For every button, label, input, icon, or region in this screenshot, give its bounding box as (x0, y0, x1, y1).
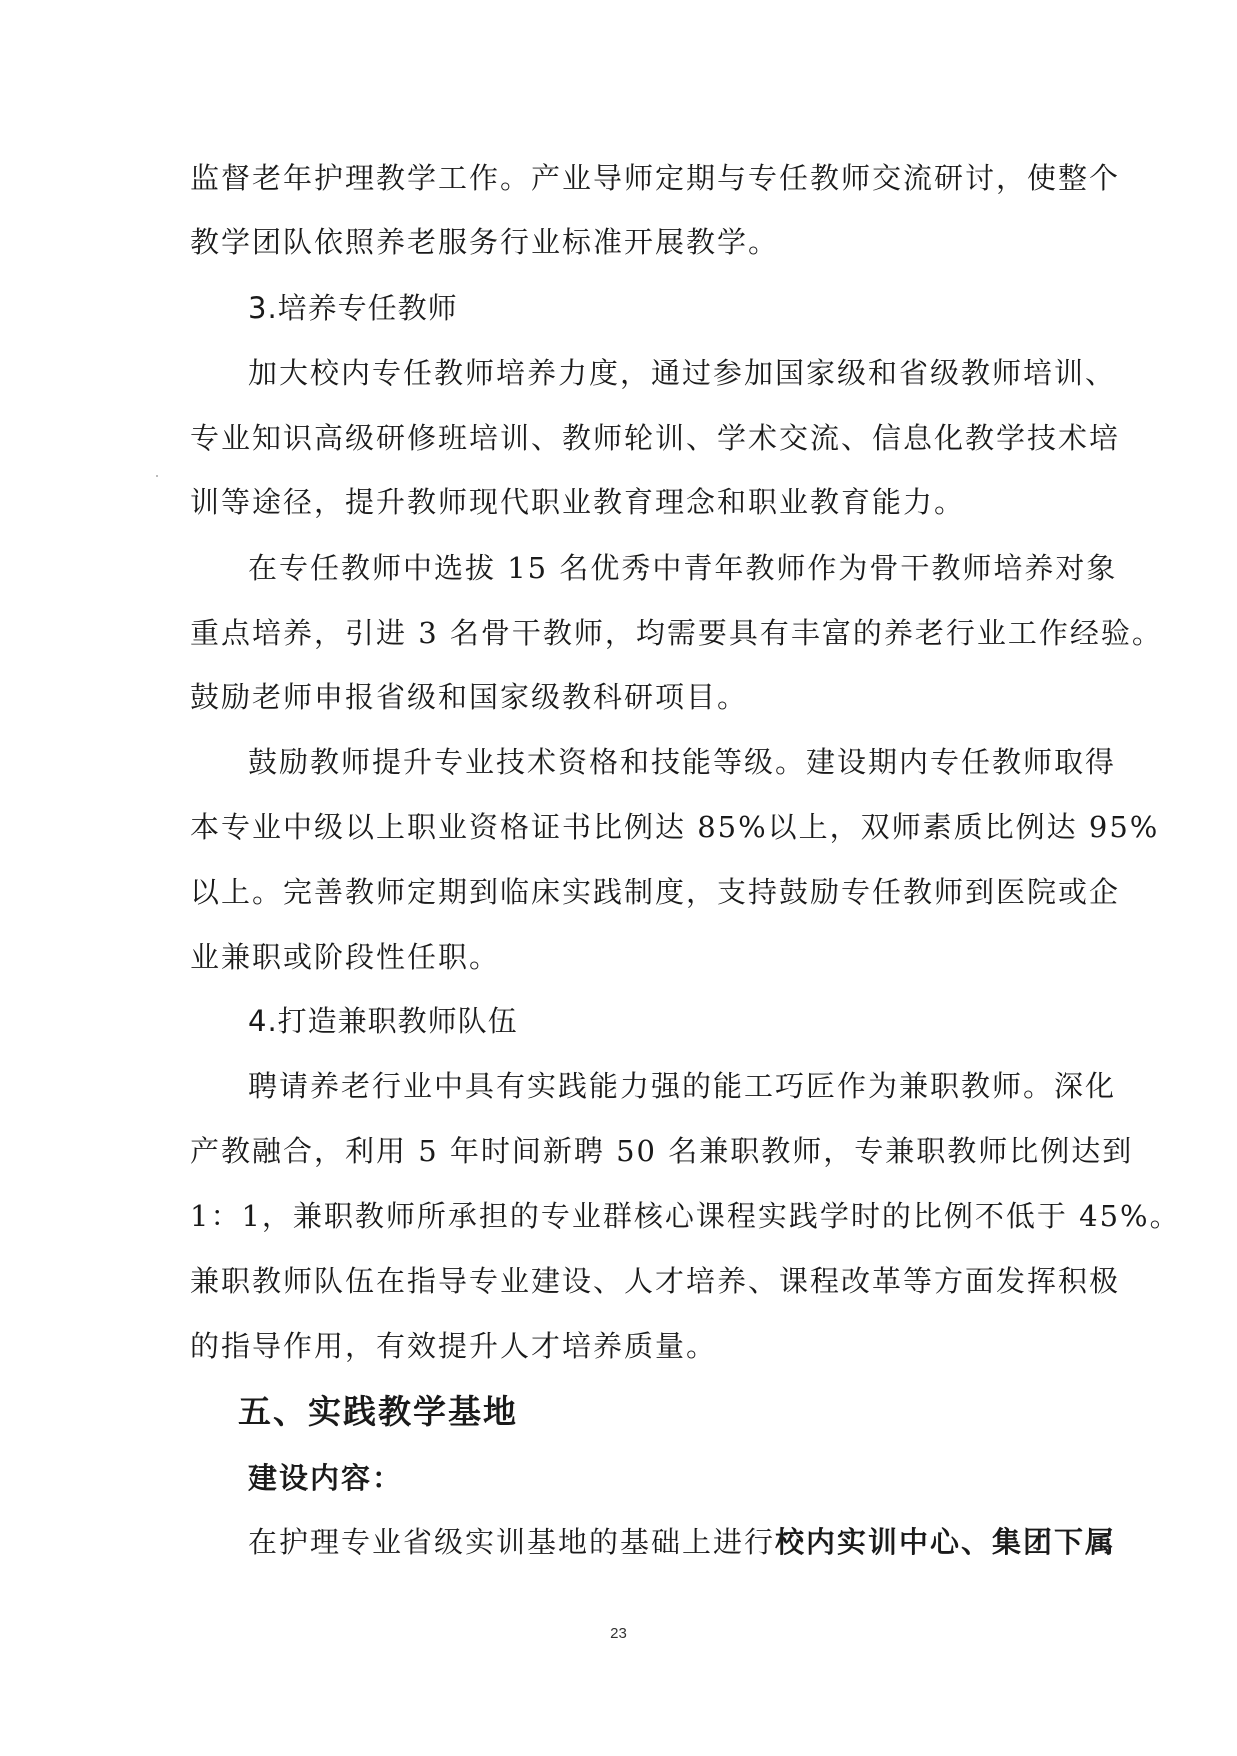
paragraph-line: 产教融合，利用 5 年时间新聘 50 名兼职教师，专兼职教师比例达到 (190, 1134, 1134, 1168)
page-number: 23 (610, 1625, 627, 1642)
paragraph-line: 在专任教师中选拔 15 名优秀中青年教师作为骨干教师培养对象 (248, 551, 1118, 585)
paragraph-line: 专业知识高级研修班培训、教师轮训、学术交流、信息化教学技术培 (190, 421, 1121, 455)
paragraph-line: 监督老年护理教学工作。产业导师定期与专任教师交流研讨，使整个 (190, 161, 1121, 195)
paragraph-line: 以上。完善教师定期到临床实践制度，支持鼓励专任教师到医院或企 (190, 875, 1121, 909)
section-heading: 五、实践教学基地 (238, 1392, 518, 1431)
paragraph-line: 教学团队依照养老服务行业标准开展教学。 (190, 225, 780, 259)
paragraph-line: 鼓励教师提升专业技术资格和技能等级。建设期内专任教师取得 (248, 745, 1117, 779)
scan-speck (156, 475, 158, 477)
paragraph-line: 训等途径，提升教师现代职业教育理念和职业教育能力。 (190, 485, 966, 519)
paragraph-line: 1：1，兼职教师所承担的专业群核心课程实践学时的比例不低于 45%。 (190, 1199, 1181, 1233)
sub-heading: 建设内容： (248, 1461, 404, 1495)
subsection-heading: 4.打造兼职教师队伍 (248, 1004, 518, 1038)
paragraph-line: 兼职教师队伍在指导专业建设、人才培养、课程改革等方面发挥积极 (190, 1264, 1121, 1298)
paragraph-line: 的指导作用，有效提升人才培养质量。 (190, 1329, 718, 1363)
paragraph-line: 加大校内专任教师培养力度，通过参加国家级和省级教师培训、 (248, 356, 1117, 390)
paragraph-line: 重点培养，引进 3 名骨干教师，均需要具有丰富的养老行业工作经验。 (190, 616, 1163, 650)
paragraph-text: 在护理专业省级实训基地的基础上进行 (248, 1525, 776, 1559)
subsection-heading: 3.培养专任教师 (248, 291, 458, 325)
paragraph-line: 本专业中级以上职业资格证书比例达 85%以上，双师素质比例达 95% (190, 810, 1160, 844)
paragraph-line (248, 1522, 1117, 1562)
paragraph-line: 鼓励老师申报省级和国家级教科研项目。 (190, 680, 749, 714)
paragraph-line: 聘请养老行业中具有实践能力强的能工巧匠作为兼职教师。深化 (248, 1069, 1117, 1103)
paragraph-bold-text: 校内实训中心、集团下属 (775, 1525, 1117, 1559)
paragraph-line: 业兼职或阶段性任职。 (190, 940, 501, 974)
